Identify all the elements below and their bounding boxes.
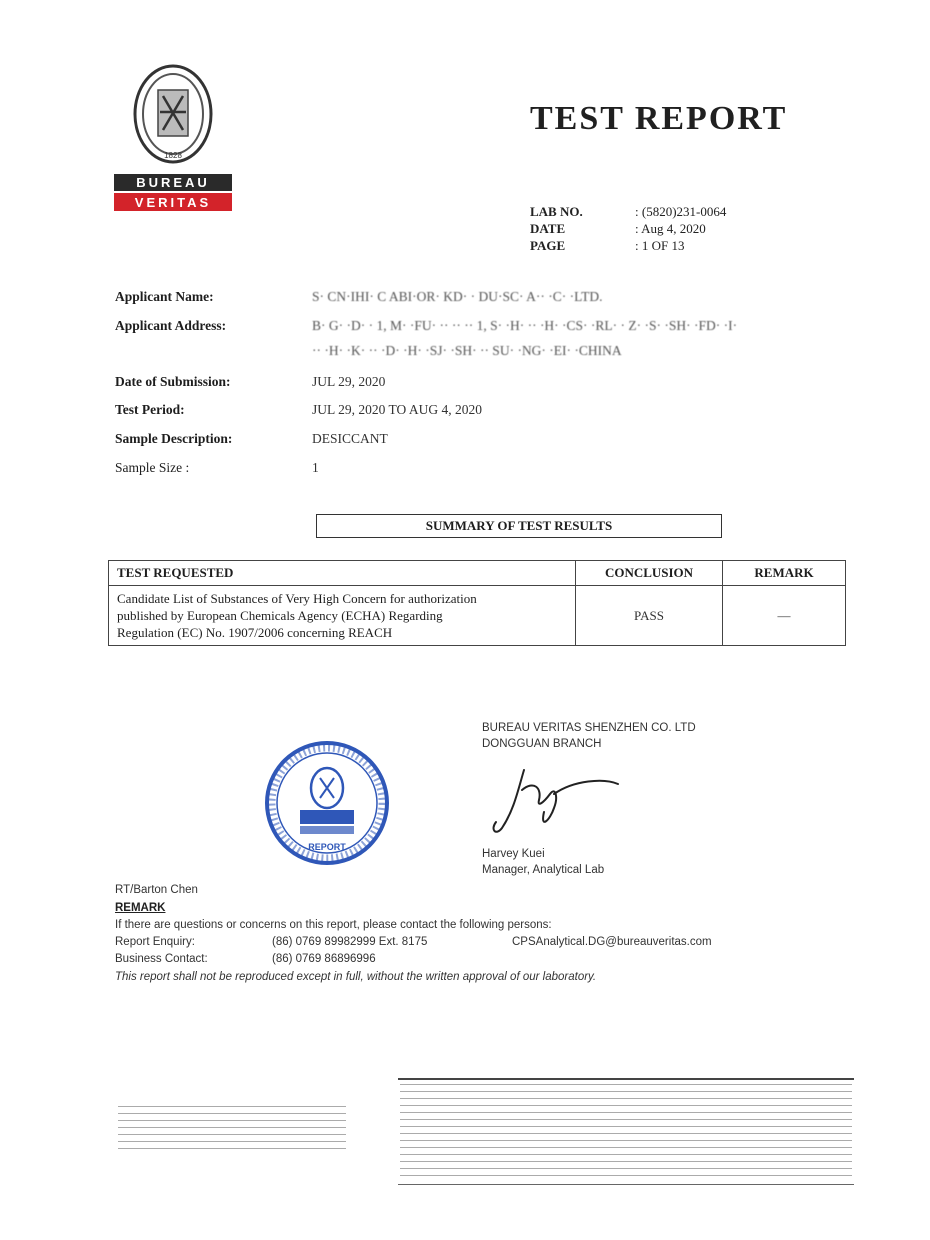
remark-heading: REMARK [115, 902, 166, 914]
signer-title: Manager, Analytical Lab [482, 864, 605, 876]
date-value: : Aug 4, 2020 [635, 221, 706, 236]
submission-date-value: JUL 29, 2020 [312, 374, 386, 389]
test-line-1: Candidate List of Substances of Very High Concern for authorization [117, 591, 477, 606]
test-period-value: JUL 29, 2020 TO AUG 4, 2020 [312, 402, 483, 417]
test-line-3: Regulation (EC) No. 1907/2006 concerning REACH [117, 625, 393, 640]
reproduction-disclaimer: This report shall not be reproduced except in full, without the written approval of our laboratory. [115, 971, 597, 983]
handwritten-signature [484, 760, 634, 840]
prepared-by: RT/Barton Chen [115, 884, 198, 896]
results-header-row [109, 561, 846, 586]
page-value: : 1 OF 13 [635, 238, 685, 253]
svg-text:BUREAU: BUREAU [136, 175, 210, 190]
conclusion-cell: PASS [576, 586, 723, 646]
header-test-requested: TEST REQUESTED [109, 561, 576, 586]
applicant-address-line1: B· G· ·D· · 1, M· ·FU· ·· ·· ·· 1, S· ·H· ·· ·H· ·CS· ·RL· · Z· ·S· ·SH· ·FD· ·I· [312, 318, 738, 333]
footer-rule-bottom [398, 1184, 854, 1185]
report-enquiry-label: Report Enquiry: [115, 936, 195, 948]
date-label: DATE [530, 221, 566, 236]
page-label: PAGE [530, 238, 566, 253]
lab-no-label: LAB NO. [530, 204, 583, 219]
report-enquiry-phone: (86) 0769 89982999 Ext. 8175 [272, 936, 428, 948]
business-contact-label: Business Contact: [115, 953, 208, 965]
header-remark: REMARK [723, 561, 846, 586]
svg-text:REPORT: REPORT [308, 842, 346, 852]
summary-title: SUMMARY OF TEST RESULTS [316, 514, 722, 538]
remark-intro: If there are questions or concerns on this report, please contact the following persons: [115, 919, 552, 931]
header-conclusion: CONCLUSION [576, 561, 723, 586]
test-period-label: Test Period: [115, 402, 185, 417]
svg-text:VERITAS: VERITAS [134, 195, 212, 210]
sample-size-label: Sample Size : [115, 460, 190, 475]
footer-terms-block [400, 1084, 852, 1182]
company-seal-stamp [262, 738, 392, 868]
applicant-name-value: S· CN·IHI· C ABI·OR· KD· · DU·SC· A·· ·C· ·LTD. [312, 289, 603, 304]
report-title: TEST REPORT [530, 100, 788, 137]
bureau-veritas-logo [108, 62, 238, 220]
test-requested-cell [109, 586, 576, 646]
submission-date-label: Date of Submission: [115, 374, 231, 389]
applicant-address-label: Applicant Address: [115, 318, 227, 333]
sample-description-label: Sample Description: [115, 431, 233, 446]
company-name-line2: DONGGUAN BRANCH [482, 738, 602, 750]
signer-name: Harvey Kuei [482, 848, 545, 860]
footer-address-block [118, 1106, 346, 1150]
results-table [108, 560, 846, 646]
report-enquiry-email: CPSAnalytical.DG@bureauveritas.com [512, 936, 712, 948]
applicant-name-label: Applicant Name: [115, 289, 214, 304]
business-contact-phone: (86) 0769 86896996 [272, 953, 376, 965]
sample-size-value: 1 [312, 460, 319, 475]
sample-description-value: DESICCANT [312, 431, 388, 446]
test-line-2: published by European Chemicals Agency (ECHA) Regarding [117, 608, 443, 623]
table-row [109, 586, 846, 646]
applicant-address-line2: ·· ·H· ·K· ·· ·D· ·H· ·SJ· ·SH· ·· SU· ·NG· ·EI· ·CHINA [312, 343, 622, 358]
remark-cell: — [723, 586, 846, 646]
footer-rule-top [398, 1078, 854, 1080]
svg-text:1828: 1828 [164, 151, 182, 160]
company-name-line1: BUREAU VERITAS SHENZHEN CO. LTD [482, 722, 696, 734]
lab-no-value: : (5820)231-0064 [635, 204, 727, 219]
